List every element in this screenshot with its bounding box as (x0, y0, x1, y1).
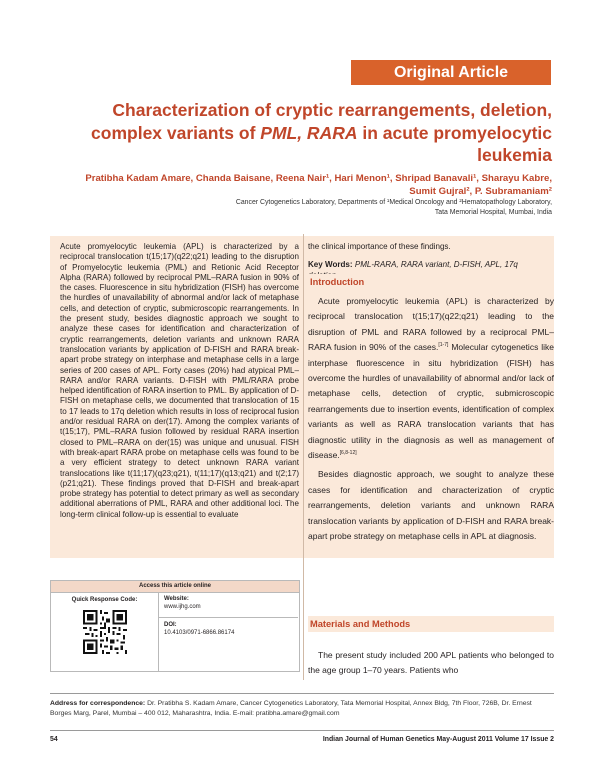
website-link[interactable]: www.ijhg.com (164, 604, 201, 610)
access-header: Access this article online (51, 581, 299, 593)
title-part-a: Characterization of cryptic rearrangements, deletion, complex variants of (91, 100, 552, 143)
methods-heading: Materials and Methods (308, 616, 554, 632)
access-article-box (50, 580, 300, 672)
keywords-label: Key Words: (308, 260, 353, 270)
article-title (82, 99, 552, 167)
methods-body (308, 648, 554, 679)
qr-column (51, 593, 159, 671)
title-part-b: PML, RARA (260, 122, 358, 143)
website-label: Website: (164, 596, 189, 602)
correspondence (50, 699, 554, 718)
doi-label: DOI: (164, 622, 177, 628)
qr-label: Quick Response Code: (71, 597, 138, 603)
column-divider (303, 234, 304, 680)
affiliation-line-2: Tata Memorial Hospital, Mumbai, India (434, 209, 552, 216)
keywords-value: PML-RARA, RARA variant, D-FISH, APL, 17q (354, 260, 518, 270)
methods-paragraph-1: The present study included 200 APL patients who belonged to the age group 1–70 years. Patients who (308, 650, 554, 676)
author-list: Pratibha Kadam Amare, Chanda Baisane, Reena Nair¹, Hari Menon¹, Shripad Banavali¹, Sharayu Kabre, Sumit Gujral², P. Subramaniam² (85, 173, 552, 197)
abstract-text-end: the clinical importance of these findings. (308, 242, 451, 251)
abstract-text: Acute promyelocytic leukemia (APL) is characterized by a reciprocal translocation t(15;17)(q22;q21) leading to the disruption of Promyelocytic leukemia (PML) and Retionic Acid Receptor Alpha (RARA) followed by reciprocal PML–RARA fusion in 90% of the cases. Fluorescence in situ hybridization (FISH) has overcome the hurdles of unavailability of abnormal and/or lack of metaphase cells, and detection of cryptic, submicroscopic rearrangements. In the present study, besides diagnostic approach we sought to analyze these cases for identification and characterization of cryptic rearrangements, deletion variants and unknown RARA translocation variants by application of D-FISH and RARA break-apart probe strategy on interphase and metaphase cells in a large series of 200 cases of APL. Forty cases (20%) had atypical PML–RARA and/or RARA variants. D-FISH with PML/RARA probe helped identification of RARA insertion to PML. By application of D-FISH on metaphase cells, we documented that translocation of 15 to 17 leads to 17q deletion which results in loss of reciprocal fusion and/or residual RARA on der(17). Among the complex variants of t(15;17), PML–RARA fusion followed by residual RARA insertion closed to PML–RARA on der(15) was unique and unusual. FISH with break-apart RARA probe on metaphase cells was found to be a very efficient strategy to detect unknown RARA variant translocations like t(11;17)(q23;q21), t(11;17)(q13;q21) and t(2;17)(p21;q21). These findings proved that D-FISH and break-apart probe strategy has potential to detect primary as well as secondary additional aberrations of PML, RARA and other additional loci. The long-term clinical follow-up is essential to evaluate (60, 242, 299, 519)
intro-ref-1: [1-7] (438, 342, 449, 349)
doi-value[interactable]: 10.4103/0971-6866.86174 (164, 630, 235, 636)
footnote-rule (50, 693, 554, 694)
title-part-c: in acute promyelocytic leukemia (357, 122, 552, 165)
correspondence-text: Dr. Pratibha S. Kadam Amare, Cancer Cytogenetics Laboratory, Tata Memorial Hospital, Annex Bldg, 7th Floor, 726B, Dr. Ernest Borges Marg, Parel, Mumbai – 400 012, Maharashtra, India. E-mail: pratibha.amare@gmail.com (50, 700, 532, 717)
intro-heading: Introduction (308, 274, 554, 290)
access-info (164, 595, 298, 637)
page-number: 54 (50, 736, 58, 743)
intro-ref-2: [6,8-12] (339, 450, 357, 457)
intro-paragraph-1: Acute promyelocytic leukemia (APL) is characterized by reciprocal translocation t(15;17)(q22;q21) leading to the disruption of PML and RARA followed by a reciprocal PML–RARA fusion in 90% of the cases.[1-7] Molecular cytogenetics like interphase fluorescence in situ hybridization (FISH) has overcome the hurdles of unavailability of abnormal and/or lack of metaphase cells, detection of cryptic, submicroscopic rearrangements due to insertion events, identification of complex variants as well as RARA translocation variants that has diagnostic utility in the diagnosis as well as management of disease.[6,8-12] (308, 296, 554, 461)
footer-rule (50, 730, 554, 731)
correspondence-label: Address for correspondence: (50, 700, 146, 707)
qr-code-icon[interactable] (83, 610, 127, 654)
journal-citation: Indian Journal of Human Genetics May-August 2011 Volume 17 Issue 2 (322, 736, 554, 743)
intro-paragraph-2: Besides diagnostic approach, we sought to analyze these cases for identification and characterization of cryptic rearrangements, deletion variants and unknown RARA translocation variants by application of D-FISH and RARA break-apart probe strategy on metaphase cells in APL at diagnosis. (308, 469, 554, 542)
intro-body (308, 294, 554, 545)
affiliation-line-1: Cancer Cytogenetics Laboratory, Departments of ¹Medical Oncology and ²Hematopathology Laboratory, (235, 199, 552, 206)
affiliation (82, 198, 552, 218)
article-type-banner: Original Article (351, 60, 551, 85)
